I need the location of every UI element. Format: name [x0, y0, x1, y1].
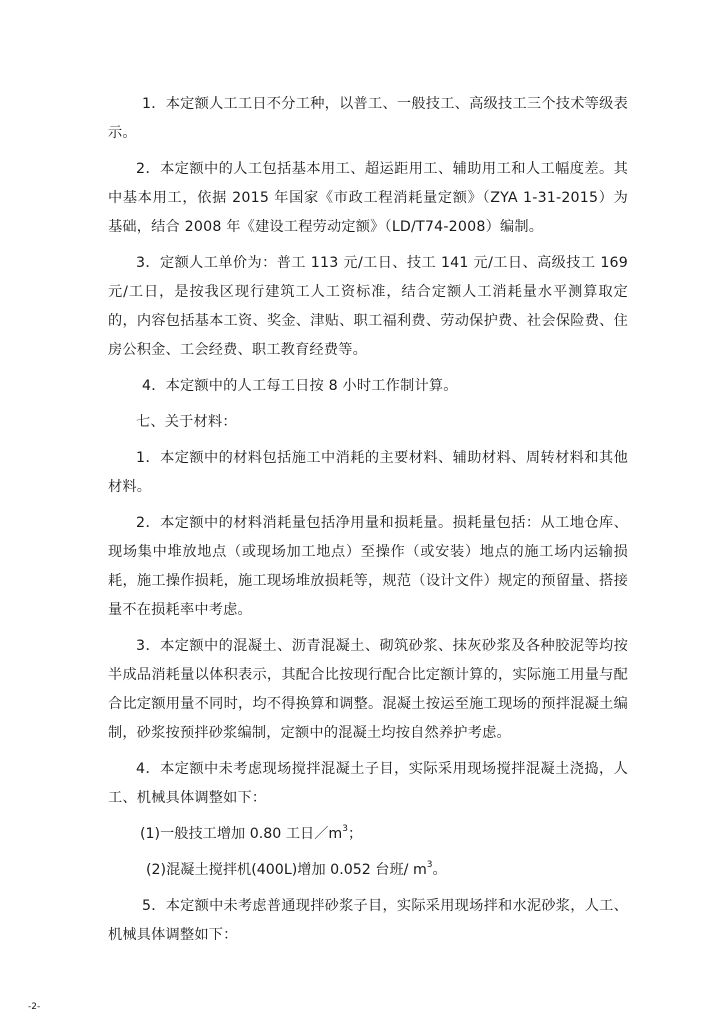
paragraph-labor-grades: 1．本定额人工工日不分工种，以普工、一般技工、高级技工三个技术等级表示。: [108, 96, 628, 141]
paragraph-work-hours: 4．本定额中的人工每工日按 8 小时工作制计算。: [142, 378, 458, 394]
sub-item-1-tail: ；: [347, 826, 363, 842]
paragraph-onsite-concrete: 4．本定额中未考虑现场搅拌混凝土子目，实际采用现场搅拌混凝土浇捣，人工、机械具体调整如下：: [108, 761, 628, 806]
sub-item-1-text: (1)一般技工增加 0.80 工日／m: [140, 826, 343, 842]
paragraph-labor-composition: 2．本定额中的人工包括基本用工、超运距用工、辅助用工和人工幅度差。其中基本用工，依据 2015 年国家《市政工程消耗量定额》（ZYA 1-31-2015）为基础，结合 2008 年《建设工程劳动定额》（LD/T74-2008）编制。: [108, 161, 628, 235]
section-heading-materials: 七、关于材料：: [136, 414, 237, 430]
document-body: [108, 90, 628, 950]
sub-item-2-tail: 。: [432, 862, 447, 878]
sub-item-2-sup: 3: [426, 860, 433, 871]
sub-item-1-sup: 3: [342, 824, 348, 835]
paragraph-concrete-mortar: 3．本定额中的混凝土、沥青混凝土、砌筑砂浆、抹灰砂浆及各种胶泥等均按半成品消耗量以体积表示，其配合比按现行配合比定额计算的，实际施工用量与配合比定额用量不同时，均不得换算和调整。混凝土按运至施工现场的预拌混凝土编制，砂浆按预拌砂浆编制，定额中的混凝土均按自然养护考虑。: [108, 638, 628, 741]
paragraph-material-consumption: 2．本定额中的材料消耗量包括净用量和损耗量。损耗量包括：从工地仓库、现场集中堆放地点（或现场加工地点）至操作（或安装）地点的施工场内运输损耗，施工操作损耗，施工现场堆放损耗等，规范（设计文件）规定的预留量、搭接量不在损耗率中考虑。: [108, 515, 628, 618]
page-number: -2-: [28, 1002, 41, 1012]
paragraph-onsite-mortar: 5．本定额中未考虑普通现拌砂浆子目，实际采用现场拌和水泥砂浆，人工、机械具体调整如下：: [108, 898, 628, 943]
sub-item-2-text: (2)混凝土搅拌机(400L)增加 0.052 台班/ m: [146, 862, 427, 878]
paragraph-labor-unit-price: 3．定额人工单价为：普工 113 元/工日、技工 141 元/工日、高级技工 169 元/工日，是按我区现行建筑工人工资标准，结合定额人工消耗量水平测算取定的，内容包括基本工资、奖金、津贴、职工福利费、劳动保护费、社会保险费、住房公积金、工会经费、职工教育经费等。: [108, 255, 628, 358]
sub-item-2: [108, 856, 628, 885]
sub-item-1: [108, 820, 628, 849]
paragraph-material-types: 1．本定额中的材料包括施工中消耗的主要材料、辅助材料、周转材料和其他材料。: [108, 450, 628, 495]
